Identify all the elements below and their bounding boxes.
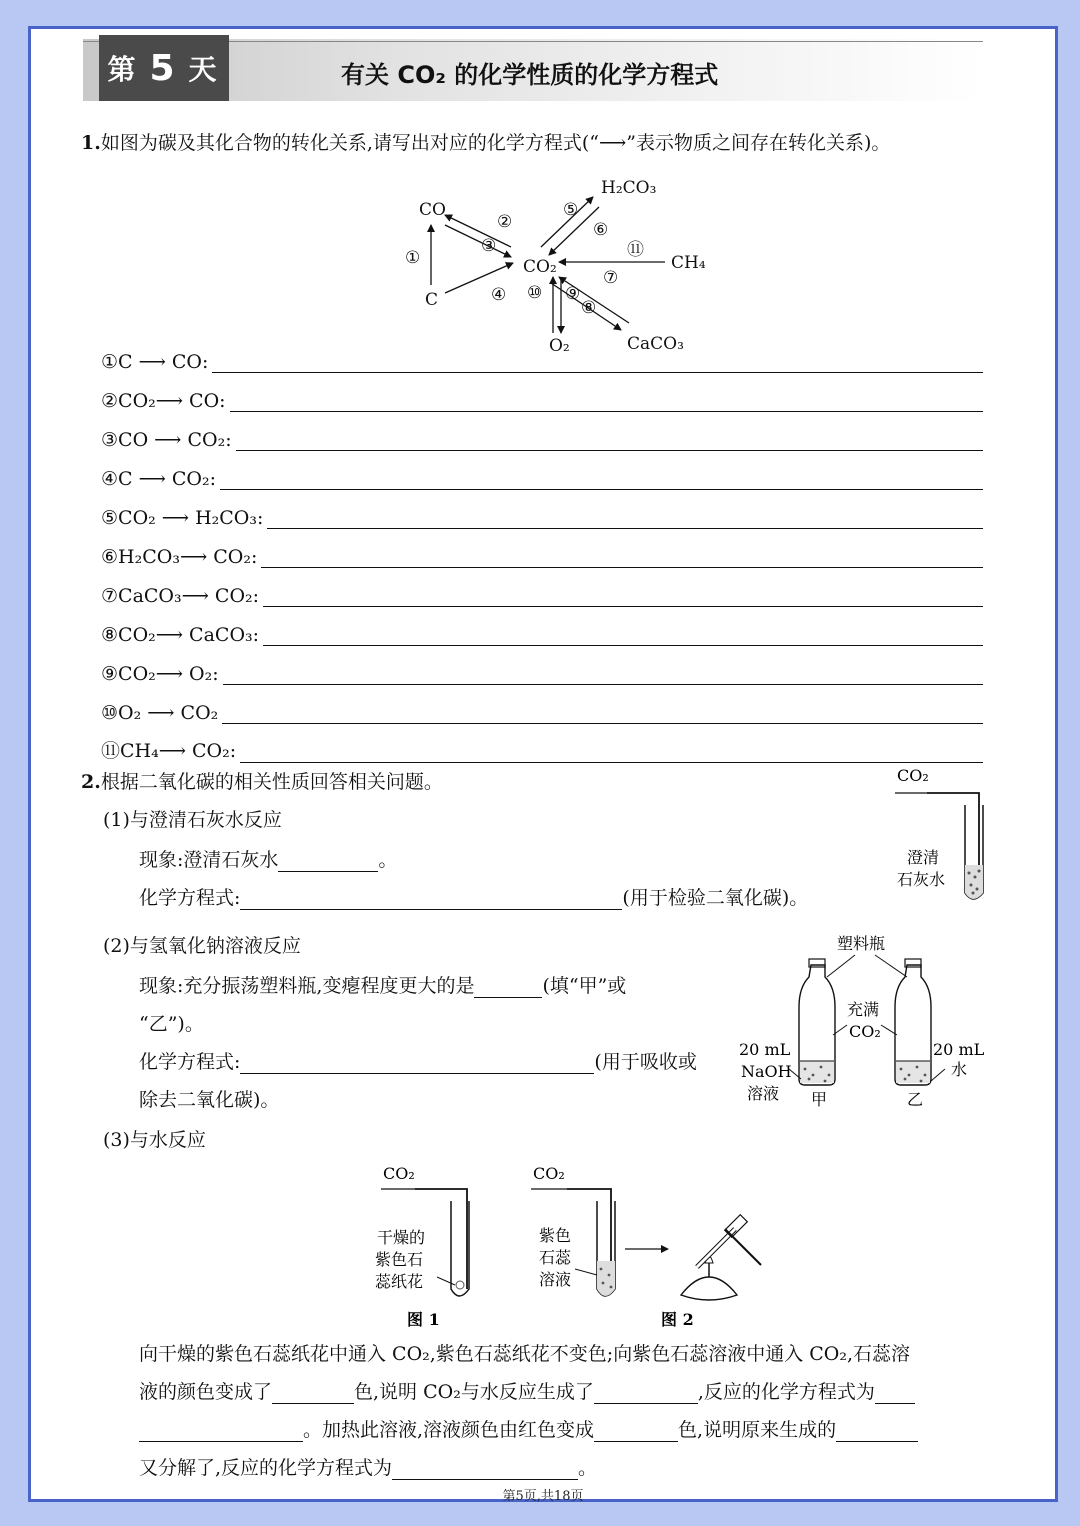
- left-solution-1: NaOH: [741, 1062, 792, 1081]
- answer-blank[interactable]: [278, 852, 378, 872]
- q2-prompt: [81, 771, 443, 794]
- answer-blank[interactable]: [263, 585, 983, 607]
- text-segment: ,反应的化学方程式为: [697, 1381, 875, 1403]
- q2-part3-line4: [139, 1457, 597, 1480]
- text-segment: 又分解了,反应的化学方程式为: [139, 1457, 393, 1479]
- answer-blank[interactable]: [236, 429, 983, 451]
- q2-text: 根据二氧化碳的相关性质回答相关问题。: [100, 771, 443, 793]
- equation-label: 化学方程式:: [139, 1051, 241, 1073]
- equation-row-4: [101, 460, 983, 490]
- q2-part2-title: (2)与氢氧化钠溶液反应: [103, 935, 301, 957]
- equation-label: ⑨CO₂⟶ O₂:: [101, 663, 219, 685]
- limewater-test-tube-figure: [887, 765, 997, 905]
- label-8: ⑧: [581, 298, 597, 318]
- q1-text: 如图为碳及其化合物的转化关系,请写出对应的化学方程式(“⟶”表示物质之间存在转化关系)。: [100, 132, 891, 154]
- bottle-label: 塑料瓶: [837, 934, 886, 953]
- phenomenon-label: 现象:充分振荡塑料瓶,变瘪程度更大的是: [139, 975, 475, 997]
- label-2: ②: [497, 212, 513, 232]
- q2-part3-line2: [139, 1381, 915, 1404]
- answer-blank[interactable]: [267, 507, 983, 529]
- equation-label: ⑪CH₄⟶ CO₂:: [101, 740, 237, 762]
- node-o2: O₂: [549, 336, 570, 356]
- gas-label: CO₂: [897, 766, 929, 785]
- text-segment: 色,说明 CO₂与水反应生成了: [354, 1381, 594, 1403]
- node-ch4: CH₄: [671, 253, 706, 273]
- q2-part1-phenomenon: [139, 849, 397, 872]
- q2-part3-title: (3)与水反应: [103, 1129, 206, 1151]
- answer-blank[interactable]: [240, 1054, 594, 1074]
- equation-row-2: [101, 382, 983, 412]
- answer-blank[interactable]: [220, 468, 983, 490]
- day-suffix: 天: [188, 53, 221, 86]
- note: (用于检验二氧化碳)。: [622, 887, 809, 909]
- worksheet-page: [28, 26, 1058, 1502]
- node-co2: CO₂: [523, 257, 557, 277]
- fill-hint: (填“甲”或: [542, 975, 627, 997]
- answer-blank[interactable]: [222, 702, 983, 724]
- label-5: ⑤: [563, 200, 579, 220]
- node-caco3: CaCO₃: [627, 334, 684, 354]
- q2-part1-equation: [139, 887, 808, 910]
- q2-part1-title: (1)与澄清石灰水反应: [103, 809, 282, 831]
- text-segment: 。加热此溶液,溶液颜色由红色变成: [303, 1419, 595, 1441]
- equation-label: ④C ⟶ CO₂:: [101, 468, 217, 490]
- equation-label: ⑤CO₂ ⟶ H₂CO₃:: [101, 507, 264, 529]
- equation-row-7: [101, 577, 983, 607]
- equation-row-5: [101, 499, 983, 529]
- answer-blank[interactable]: [594, 1422, 678, 1442]
- equation-label: ②CO₂⟶ CO:: [101, 390, 226, 412]
- filled-label-2: CO₂: [849, 1022, 881, 1041]
- answer-blank[interactable]: [230, 390, 983, 412]
- note: (用于吸收或: [594, 1051, 697, 1073]
- label-11: ⑪: [627, 240, 644, 260]
- equation-label: ①C ⟶ CO:: [101, 351, 209, 373]
- text-segment: 液的颜色变成了: [139, 1381, 273, 1403]
- fig1-label-3: 蕊纸花: [375, 1272, 424, 1291]
- fig2-label-2: 石蕊: [539, 1248, 572, 1267]
- answer-blank[interactable]: [261, 546, 983, 568]
- answer-blank[interactable]: [272, 1384, 354, 1404]
- text-segment: 色,说明原来生成的: [678, 1419, 837, 1441]
- answer-blank[interactable]: [392, 1460, 578, 1480]
- period: 。: [378, 849, 398, 871]
- equation-row-10: [101, 694, 983, 724]
- left-solution-2: 溶液: [747, 1084, 780, 1103]
- right-volume: 20 mL: [933, 1040, 985, 1059]
- answer-blank[interactable]: [212, 351, 983, 373]
- answer-blank[interactable]: [240, 890, 622, 910]
- equation-label: ⑧CO₂⟶ CaCO₃:: [101, 624, 260, 646]
- page-title: 有关 CO₂ 的化学性质的化学方程式: [341, 61, 719, 89]
- answer-blank[interactable]: [836, 1422, 918, 1442]
- left-bottle-name: 甲: [811, 1090, 828, 1109]
- filled-label-1: 充满: [847, 1000, 880, 1019]
- q2-part3-line3: [139, 1419, 918, 1442]
- fig1-label-2: 紫色石: [375, 1250, 424, 1269]
- q2-part2-phenomenon: [139, 975, 626, 998]
- liquid-label-1: 澄清: [907, 848, 940, 867]
- day-badge: [99, 35, 229, 101]
- fig2-label-3: 溶液: [539, 1270, 572, 1289]
- q2-part2-hint-cont: “乙”)。: [139, 1013, 204, 1035]
- left-volume: 20 mL: [739, 1040, 791, 1059]
- carbon-conversion-diagram: [401, 165, 721, 356]
- equation-label: ⑦CaCO₃⟶ CO₂:: [101, 585, 260, 607]
- q2-number: 2.: [81, 771, 101, 793]
- plastic-bottles-figure: [735, 929, 991, 1109]
- fig1-gas: CO₂: [383, 1164, 415, 1183]
- answer-blank[interactable]: [263, 624, 983, 646]
- q2-part3-line1: 向干燥的紫色石蕊纸花中通入 CO₂,紫色石蕊纸花不变色;向紫色石蕊溶液中通入 CO₂,石蕊溶: [139, 1343, 911, 1365]
- fig2-caption: 图 2: [661, 1310, 694, 1329]
- node-c: C: [425, 290, 439, 310]
- figure-1-dry-litmus: [367, 1159, 487, 1331]
- answer-blank[interactable]: [875, 1384, 915, 1404]
- node-co: CO: [419, 200, 446, 220]
- q2-part2-equation: [139, 1051, 697, 1074]
- equation-row-8: [101, 616, 983, 646]
- equation-row-1: [101, 343, 983, 373]
- day-number: 5: [149, 47, 179, 89]
- equation-row-9: [101, 655, 983, 685]
- day-prefix: 第: [107, 53, 140, 86]
- answer-blank[interactable]: [474, 978, 542, 998]
- right-bottle-name: 乙: [907, 1090, 924, 1109]
- equation-row-6: [101, 538, 983, 568]
- page-footer: 第5页,共18页: [502, 1489, 584, 1504]
- text-segment: 。: [578, 1457, 598, 1479]
- q2-part2-note-cont: 除去二氧化碳)。: [139, 1089, 280, 1111]
- answer-blank[interactable]: [594, 1384, 698, 1404]
- label-7: ⑦: [603, 268, 619, 288]
- answer-blank[interactable]: [240, 741, 983, 763]
- label-3: ③: [481, 236, 497, 256]
- q1-prompt: [81, 132, 890, 155]
- label-9-visible: ⑨: [565, 284, 581, 304]
- equation-label: ③CO ⟶ CO₂:: [101, 429, 232, 451]
- equation-label: 化学方程式:: [139, 887, 241, 909]
- fig2-label-1: 紫色: [539, 1226, 572, 1245]
- phenomenon-label: 现象:澄清石灰水: [139, 849, 279, 871]
- answer-blank[interactable]: [139, 1422, 303, 1442]
- fig1-label-1: 干燥的: [377, 1228, 426, 1247]
- equation-row-11: [101, 733, 983, 763]
- figure-2-litmus-solution: [525, 1159, 765, 1331]
- equation-label: ⑥H₂CO₃⟶ CO₂:: [101, 546, 258, 568]
- label-4: ④: [491, 285, 507, 305]
- answer-blank[interactable]: [223, 663, 983, 685]
- label-6: ⑥: [593, 220, 609, 240]
- label-10: ⑩: [527, 283, 543, 303]
- liquid-label-2: 石灰水: [897, 870, 946, 889]
- fig1-caption: 图 1: [407, 1310, 440, 1329]
- q1-number: 1.: [81, 132, 101, 154]
- label-1: ①: [405, 248, 421, 268]
- equation-label: ⑩O₂ ⟶ CO₂: [101, 702, 219, 724]
- equation-row-3: [101, 421, 983, 451]
- fig2-gas: CO₂: [533, 1164, 565, 1183]
- right-solution: 水: [951, 1060, 968, 1079]
- node-h2co3: H₂CO₃: [601, 178, 657, 198]
